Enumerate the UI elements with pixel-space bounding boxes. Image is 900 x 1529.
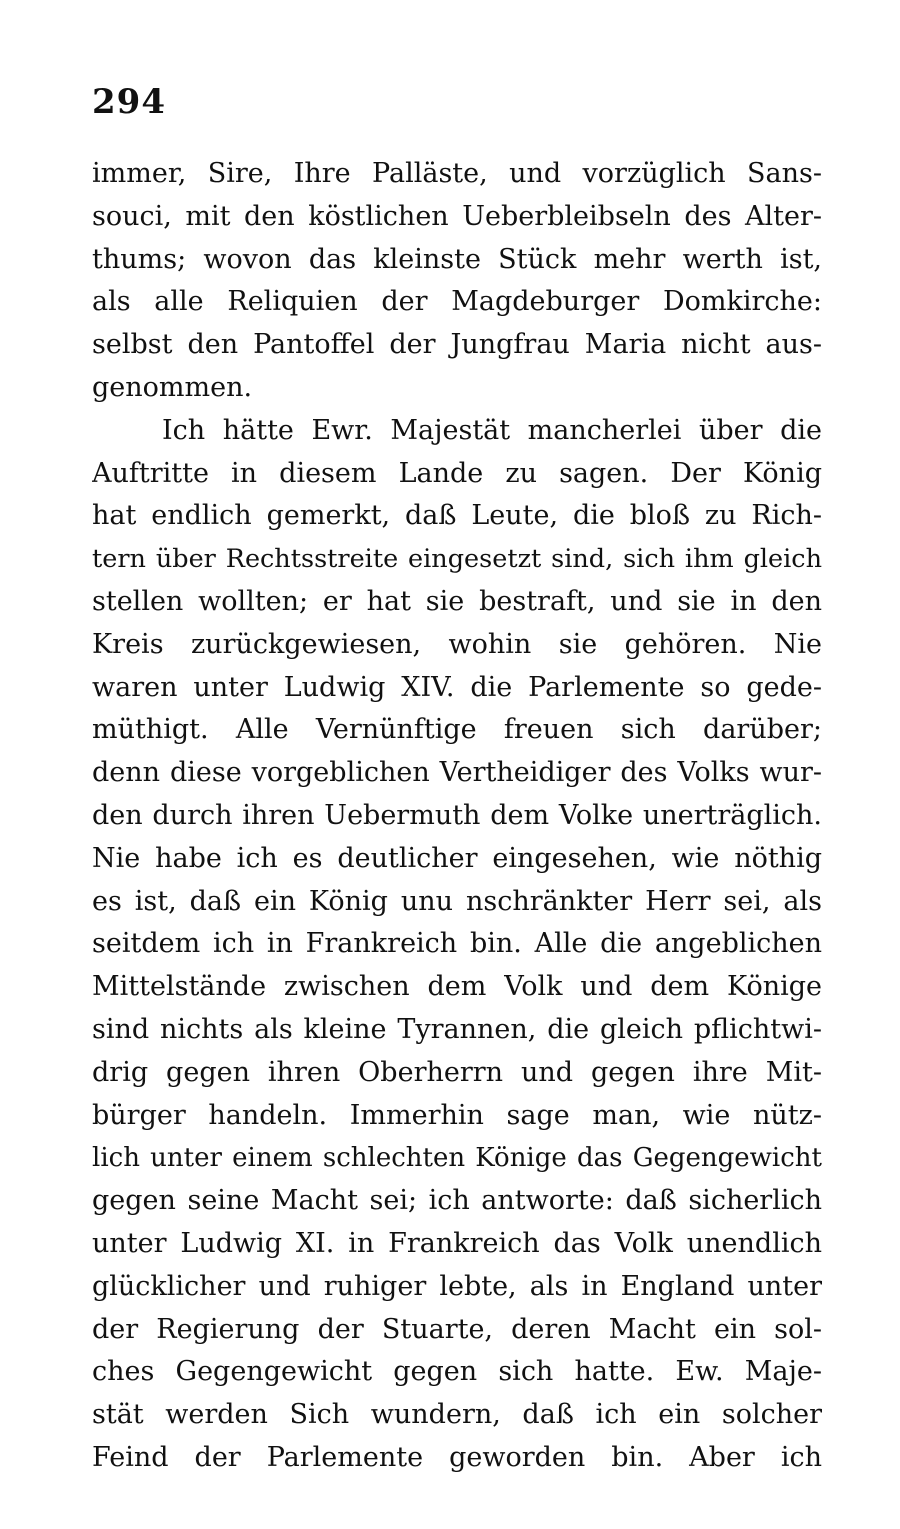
text-line: immer, Sire, Ihre Palläste, und vorzüglich Sans- — [92, 158, 822, 189]
body-text — [92, 153, 822, 1480]
text-line: stät werden Sich wundern, daß ich ein solcher — [92, 1399, 822, 1431]
text-line: genommen. — [92, 371, 253, 403]
text-line: Nie habe ich es deutlicher eingesehen, wie nöthig — [92, 842, 822, 874]
text-line: drig gegen ihren Oberherrn und gegen ihre Mit- — [92, 1056, 822, 1088]
text-line: glücklicher und ruhiger lebte, als in England unter — [92, 1270, 822, 1302]
text-line: hat endlich gemerkt, daß Leute, die bloß zu Rich- — [92, 500, 822, 532]
text-line: lich unter einem schlechten Könige das Gegengewicht — [92, 1143, 822, 1174]
text-line: ches Gegengewicht gegen sich hatte. Ew. Maje- — [92, 1356, 822, 1388]
text-line: müthigt. Alle Vernünftige freuen sich darüber; — [92, 714, 822, 746]
text-line: seitdem ich in Frankreich bin. Alle die angeblichen — [92, 928, 822, 960]
text-line: den durch ihren Uebermuth dem Volke unerträglich. — [92, 799, 822, 831]
text-line: Auftritte in diesem Lande zu sagen. Der König — [92, 457, 822, 489]
text-line: waren unter Ludwig XIV. die Parlemente so gede- — [92, 671, 822, 703]
text-line: tern über Rechtsstreite eingesetzt sind, sich ihm gleich — [92, 544, 822, 575]
text-line: denn diese vorgeblichen Vertheidiger des Volks wur- — [92, 757, 822, 789]
text-line: Ich hätte Ewr. Majestät mancherlei über die — [162, 414, 822, 446]
text-line: stellen wollten; er hat sie bestraft, und sie in den — [92, 585, 822, 617]
text-line: gegen seine Macht sei; ich antworte: daß sicherlich — [92, 1185, 822, 1217]
text-line: der Regierung der Stuarte, deren Macht ein sol- — [92, 1313, 822, 1345]
text-line: Feind der Parlemente geworden bin. Aber ich — [92, 1441, 822, 1473]
text-line: als alle Reliquien der Magdeburger Domkirche: — [92, 286, 822, 318]
text-line: bürger handeln. Immerhin sage man, wie nütz- — [92, 1099, 822, 1131]
text-line: selbst den Pantoffel der Jungfrau Maria nicht aus- — [92, 329, 822, 361]
page-number: 294 — [92, 82, 166, 122]
text-line: Mittelstände zwischen dem Volk und dem Könige — [92, 971, 822, 1003]
text-line: souci, mit den köstlichen Ueberbleibseln des Alter- — [92, 200, 822, 232]
text-line: thums; wovon das kleinste Stück mehr werth ist, — [92, 243, 822, 275]
text-line: Kreis zurückgewiesen, wohin sie gehören. Nie — [92, 628, 822, 660]
text-line: es ist, daß ein König unu nschränkter Herr sei, als — [92, 885, 822, 917]
text-line: unter Ludwig XI. in Frankreich das Volk unendlich — [92, 1227, 822, 1259]
text-line: sind nichts als kleine Tyrannen, die gleich pflichtwi- — [92, 1013, 822, 1045]
